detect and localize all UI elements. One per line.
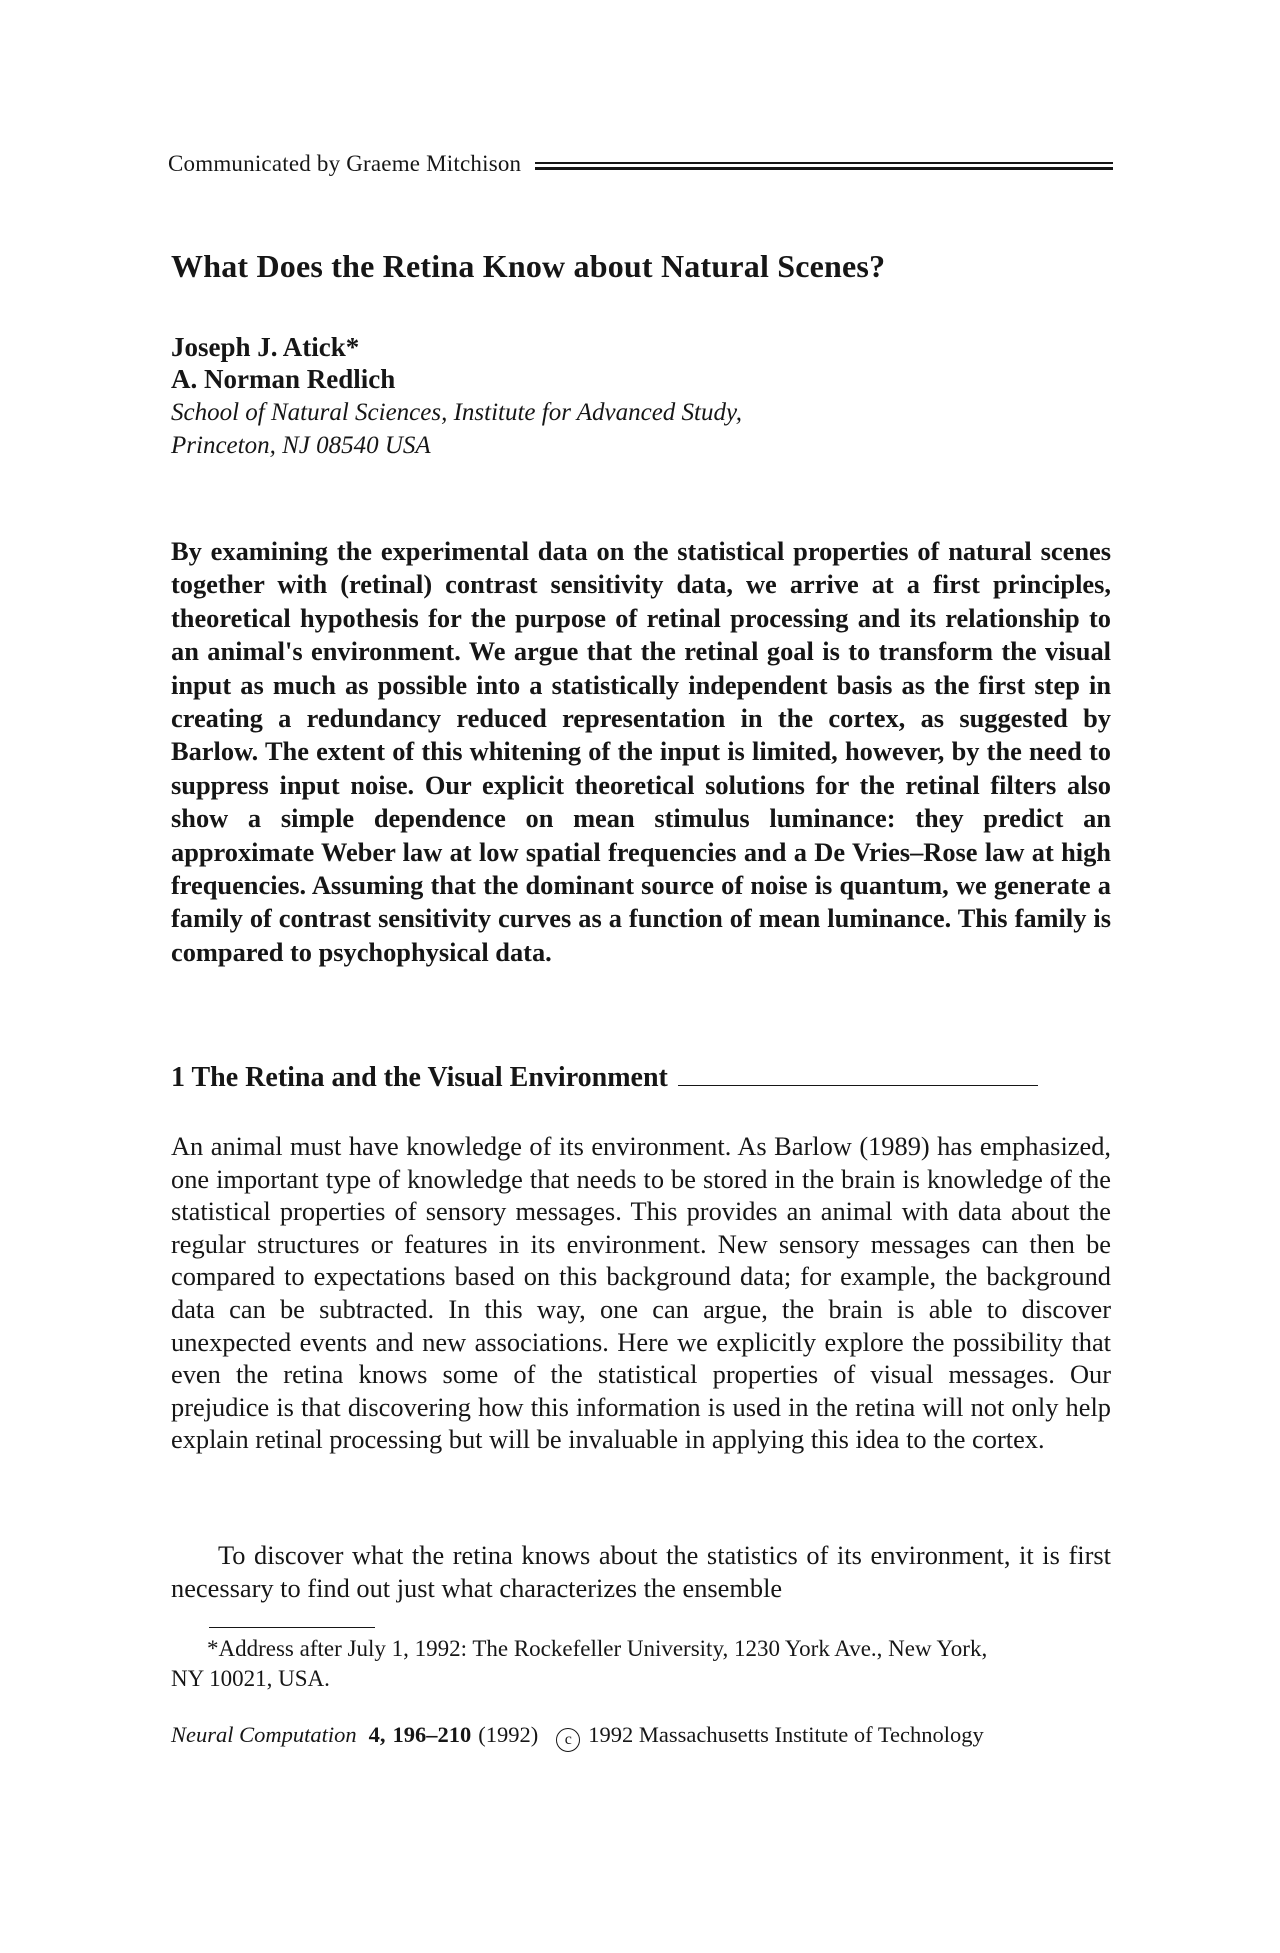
abstract: By examining the experimental data on the statistical properties of natural scenes together with (retinal) contrast sensitivity data, we arrive at a first principles, theoretical hypothesis for the purpose of retinal processing and its relationship to an animal's environment. We argue that the retinal goal is to transform the visual input as much as possible into a statistically independent basis as the first step in creating a redundancy reduced representation in the cortex, as suggested by Barlow. The extent of this whitening of the input is limited, however, by the need to suppress input noise. Our explicit theoretical solutions for the retinal filters also show a simple dependence on mean stimulus luminance: they predict an approximate Weber law at low spatial frequencies and a De Vries–Rose law at high frequencies. Assuming that the dominant source of noise is quantum, we generate a family of contrast sensitivity curves as a function of mean luminance. This family is compared to psychophysical data.: [171, 536, 1111, 967]
section-title: 1 The Retina and the Visual Environment: [171, 1062, 668, 1093]
header-rule: [535, 162, 1113, 170]
communicated-by: Communicated by Graeme Mitchison: [168, 151, 522, 176]
footnote-line-1: *Address after July 1, 1992: The Rockefeller University, 1230 York Ave., New York,: [207, 1636, 988, 1661]
body-paragraph-2: To discover what the retina knows about the statistics of its environment, it is first necessary to find out just what characterizes the ensemble: [171, 1540, 1111, 1603]
affiliation-line-1: School of Natural Sciences, Institute for Advanced Study,: [171, 399, 742, 426]
journal-year: (1992): [478, 1722, 539, 1747]
footnote-rule: [209, 1627, 375, 1628]
header: [168, 147, 1113, 181]
author-2: A. Norman Redlich: [171, 364, 396, 394]
paper-title: What Does the Retina Know about Natural Scenes?: [171, 248, 886, 284]
journal-pages: 196–210: [392, 1722, 472, 1747]
journal-volume: 4,: [368, 1722, 386, 1747]
copyright-icon: c: [556, 1728, 580, 1752]
affiliation-line-2: Princeton, NJ 08540 USA: [171, 432, 431, 459]
footnote-line-2: NY 10021, USA.: [171, 1666, 330, 1691]
journal-footer: [171, 1722, 1111, 1750]
body-paragraph-1: An animal must have knowledge of its environment. As Barlow (1989) has emphasized, one important type of knowledge that needs to be stored in the brain is knowledge of the statistical properties of sensory messages. This provides an animal with data about the regular structures or features in its environment. New sensory messages can then be compared to expectations based on this background data; for example, the background data can be subtracted. In this way, one can argue, the brain is able to discover unexpected events and new associations. Here we explicitly explore the possibility that even the retina knows some of the statistical properties of visual messages. Our prejudice is that discovering how this information is used in the retina will not only help explain retinal processing but will be invaluable in applying this idea to the cortex.: [171, 1131, 1111, 1455]
journal-name: Neural Computation: [171, 1722, 357, 1747]
section-heading: [171, 1058, 1111, 1094]
copyright-text: 1992 Massachusetts Institute of Technology: [588, 1722, 984, 1747]
author-1: Joseph J. Atick*: [171, 332, 360, 362]
section-rule: [678, 1085, 1038, 1086]
footnote: [171, 1634, 1111, 1694]
